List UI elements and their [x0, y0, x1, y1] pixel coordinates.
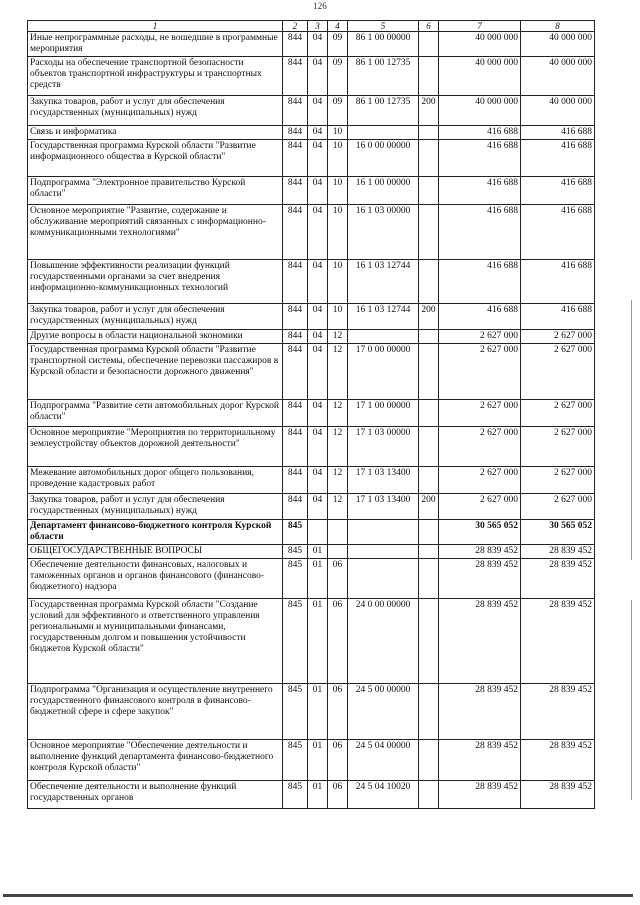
- expense-type-code: [419, 599, 439, 684]
- amount-year-2: 28 839 452: [521, 545, 595, 559]
- expense-type-code: [419, 140, 439, 177]
- ministry-code: 844: [283, 205, 308, 260]
- target-article-code: 17 1 03 13400: [348, 494, 419, 520]
- section-code: 01: [308, 781, 328, 809]
- section-code: 04: [308, 126, 328, 140]
- target-article-code: 24 5 00 00000: [348, 684, 419, 740]
- scan-edge-line: [631, 600, 632, 800]
- amount-year-1: 2 627 000: [439, 330, 521, 344]
- ministry-code: 845: [283, 684, 308, 740]
- expense-type-code: [419, 684, 439, 740]
- amount-year-2: 28 839 452: [521, 684, 595, 740]
- section-code: 04: [308, 494, 328, 520]
- subsection-code: 09: [328, 57, 348, 96]
- table-row: [28, 32, 595, 57]
- amount-year-2: 2 627 000: [521, 427, 595, 467]
- subsection-code: [328, 520, 348, 545]
- amount-year-1: 28 839 452: [439, 684, 521, 740]
- table-row: [28, 559, 595, 599]
- row-name: ОБЩЕГОСУДАРСТВЕННЫЕ ВОПРОСЫ: [28, 545, 283, 559]
- subsection-code: 10: [328, 177, 348, 205]
- amount-year-1: 28 839 452: [439, 781, 521, 809]
- amount-year-2: 28 839 452: [521, 781, 595, 809]
- amount-year-1: 2 627 000: [439, 344, 521, 400]
- expense-type-code: [419, 205, 439, 260]
- header-col-2: 2: [283, 21, 308, 32]
- expense-type-code: [419, 260, 439, 304]
- target-article-code: 17 1 03 00000: [348, 427, 419, 467]
- row-name: Департамент финансово-бюджетного контроля Курской области: [28, 520, 283, 545]
- amount-year-1: 40 000 000: [439, 96, 521, 126]
- amount-year-2: 416 688: [521, 205, 595, 260]
- amount-year-1: 416 688: [439, 126, 521, 140]
- section-code: 01: [308, 599, 328, 684]
- subsection-code: 10: [328, 304, 348, 330]
- row-name: Повышение эффективности реализации функций государственными органами за счет внедрения информационно-коммуникационных технологий: [28, 260, 283, 304]
- table-row: [28, 545, 595, 559]
- amount-year-1: 416 688: [439, 205, 521, 260]
- table-row: [28, 599, 595, 684]
- section-code: [308, 520, 328, 545]
- table-row: [28, 140, 595, 177]
- header-col-6: 6: [419, 21, 439, 32]
- header-col-8: 8: [521, 21, 595, 32]
- expense-type-code: [419, 559, 439, 599]
- ministry-code: 844: [283, 32, 308, 57]
- row-name: Государственная программа Курской области "Создание условий для эффективного и ответственного управления региональными и муниципальными финансами, государственным долгом и повышения устойчивости бюджетов Курской области": [28, 599, 283, 684]
- target-article-code: 17 0 00 00000: [348, 344, 419, 400]
- target-article-code: 24 5 04 00000: [348, 740, 419, 781]
- target-article-code: 16 1 00 00000: [348, 177, 419, 205]
- target-article-code: 16 0 00 00000: [348, 140, 419, 177]
- row-name: Закупка товаров, работ и услуг для обеспечения государственных (муниципальных) нужд: [28, 304, 283, 330]
- section-code: 04: [308, 467, 328, 494]
- expense-type-code: 200: [419, 96, 439, 126]
- row-name: Иные непрограммные расходы, не вошедшие в программные мероприятия: [28, 32, 283, 57]
- target-article-code: 17 1 03 13400: [348, 467, 419, 494]
- target-article-code: 86 1 00 12735: [348, 57, 419, 96]
- ministry-code: 844: [283, 126, 308, 140]
- section-code: 01: [308, 545, 328, 559]
- target-article-code: 16 1 03 00000: [348, 205, 419, 260]
- ministry-code: 844: [283, 344, 308, 400]
- table-header-row: [28, 21, 595, 32]
- row-name: Государственная программа Курской области "Развитие информационного общества в Курской области": [28, 140, 283, 177]
- amount-year-1: 28 839 452: [439, 740, 521, 781]
- ministry-code: 844: [283, 260, 308, 304]
- amount-year-1: 416 688: [439, 140, 521, 177]
- amount-year-2: 416 688: [521, 140, 595, 177]
- amount-year-2: 416 688: [521, 177, 595, 205]
- ministry-code: 845: [283, 559, 308, 599]
- amount-year-2: 416 688: [521, 304, 595, 330]
- amount-year-2: 2 627 000: [521, 467, 595, 494]
- table-row: [28, 684, 595, 740]
- ministry-code: 844: [283, 427, 308, 467]
- header-col-7: 7: [439, 21, 521, 32]
- target-article-code: 86 1 00 00000: [348, 32, 419, 57]
- target-article-code: [348, 330, 419, 344]
- section-code: 04: [308, 32, 328, 57]
- section-code: 04: [308, 177, 328, 205]
- amount-year-2: 28 839 452: [521, 740, 595, 781]
- table-row: [28, 57, 595, 96]
- section-code: 04: [308, 96, 328, 126]
- amount-year-2: 2 627 000: [521, 330, 595, 344]
- ministry-code: 844: [283, 140, 308, 177]
- scan-edge-line: [631, 300, 632, 560]
- row-name: Другие вопросы в области национальной экономики: [28, 330, 283, 344]
- amount-year-2: 2 627 000: [521, 494, 595, 520]
- amount-year-1: 2 627 000: [439, 427, 521, 467]
- row-name: Подпрограмма "Организация и осуществление внутреннего государственного финансового контроля в финансово-бюджетной сфере и сфере закупок": [28, 684, 283, 740]
- target-article-code: 86 1 00 12735: [348, 96, 419, 126]
- amount-year-1: 40 000 000: [439, 32, 521, 57]
- target-article-code: 16 1 03 12744: [348, 260, 419, 304]
- section-code: 01: [308, 740, 328, 781]
- ministry-code: 845: [283, 781, 308, 809]
- table-row: [28, 260, 595, 304]
- subsection-code: 10: [328, 260, 348, 304]
- expense-type-code: [419, 32, 439, 57]
- expense-type-code: [419, 545, 439, 559]
- table-row: [28, 344, 595, 400]
- row-name: Закупка товаров, работ и услуг для обеспечения государственных (муниципальных) нужд: [28, 96, 283, 126]
- expense-type-code: [419, 520, 439, 545]
- amount-year-2: 416 688: [521, 126, 595, 140]
- budget-table: [27, 20, 595, 809]
- subsection-code: 12: [328, 427, 348, 467]
- subsection-code: 06: [328, 559, 348, 599]
- row-name: Связь и информатика: [28, 126, 283, 140]
- table-row: [28, 781, 595, 809]
- row-name: Подпрограмма "Развитие сети автомобильных дорог Курской области": [28, 400, 283, 427]
- row-name: Обеспечение деятельности финансовых, налоговых и таможенных органов и органов финансового (финансово-бюджетного) надзора: [28, 559, 283, 599]
- expense-type-code: [419, 740, 439, 781]
- amount-year-2: 28 839 452: [521, 599, 595, 684]
- target-article-code: [348, 545, 419, 559]
- amount-year-2: 28 839 452: [521, 559, 595, 599]
- expense-type-code: [419, 400, 439, 427]
- section-code: 04: [308, 205, 328, 260]
- section-code: 04: [308, 330, 328, 344]
- subsection-code: 12: [328, 467, 348, 494]
- amount-year-1: 2 627 000: [439, 494, 521, 520]
- target-article-code: 17 1 00 00000: [348, 400, 419, 427]
- subsection-code: 12: [328, 400, 348, 427]
- table-row: [28, 740, 595, 781]
- subsection-code: 10: [328, 205, 348, 260]
- expense-type-code: [419, 57, 439, 96]
- section-code: 04: [308, 140, 328, 177]
- scan-bottom-edge: [3, 894, 633, 897]
- expense-type-code: [419, 177, 439, 205]
- section-code: 04: [308, 427, 328, 467]
- amount-year-1: 40 000 000: [439, 57, 521, 96]
- section-code: 04: [308, 344, 328, 400]
- row-name: Основное мероприятие "Развитие, содержание и обслуживание мероприятий связанных с информационно-коммуникационными технологиями": [28, 205, 283, 260]
- table-row: [28, 520, 595, 545]
- ministry-code: 845: [283, 545, 308, 559]
- expense-type-code: [419, 467, 439, 494]
- row-name: Государственная программа Курской области "Развитие транспортной системы, обеспечение перевозки пассажиров в Курской области и безопасности дорожного движения": [28, 344, 283, 400]
- amount-year-2: 416 688: [521, 260, 595, 304]
- section-code: 04: [308, 57, 328, 96]
- row-name: Основное мероприятие "Мероприятия по территориальному землеустройству объектов дорожной деятельности": [28, 427, 283, 467]
- subsection-code: 06: [328, 684, 348, 740]
- amount-year-2: 40 000 000: [521, 32, 595, 57]
- header-col-4: 4: [328, 21, 348, 32]
- amount-year-1: 416 688: [439, 304, 521, 330]
- row-name: Закупка товаров, работ и услуг для обеспечения государственных (муниципальных) нужд: [28, 494, 283, 520]
- row-name: Подпрограмма "Электронное правительство Курской области": [28, 177, 283, 205]
- ministry-code: 845: [283, 520, 308, 545]
- section-code: 04: [308, 260, 328, 304]
- subsection-code: 09: [328, 32, 348, 57]
- ministry-code: 844: [283, 57, 308, 96]
- subsection-code: 06: [328, 740, 348, 781]
- amount-year-1: 416 688: [439, 260, 521, 304]
- ministry-code: 844: [283, 494, 308, 520]
- expense-type-code: [419, 330, 439, 344]
- page-number: 126: [313, 1, 327, 11]
- ministry-code: 844: [283, 177, 308, 205]
- amount-year-2: 40 000 000: [521, 96, 595, 126]
- header-col-5: 5: [348, 21, 419, 32]
- target-article-code: [348, 559, 419, 599]
- table-row: [28, 427, 595, 467]
- table-row: [28, 400, 595, 427]
- amount-year-1: 28 839 452: [439, 559, 521, 599]
- ministry-code: 845: [283, 740, 308, 781]
- ministry-code: 845: [283, 599, 308, 684]
- section-code: 01: [308, 559, 328, 599]
- row-name: Расходы на обеспечение транспортной безопасности объектов транспортной инфраструктуры и транспортных средств: [28, 57, 283, 96]
- amount-year-1: 2 627 000: [439, 467, 521, 494]
- subsection-code: 10: [328, 126, 348, 140]
- expense-type-code: 200: [419, 304, 439, 330]
- amount-year-1: 28 839 452: [439, 599, 521, 684]
- ministry-code: 844: [283, 400, 308, 427]
- subsection-code: 06: [328, 599, 348, 684]
- target-article-code: [348, 520, 419, 545]
- target-article-code: 24 5 04 10020: [348, 781, 419, 809]
- expense-type-code: [419, 427, 439, 467]
- row-name: Основное мероприятие "Обеспечение деятельности и выполнение функций департамента финансово-бюджетного контроля Курской области": [28, 740, 283, 781]
- ministry-code: 844: [283, 330, 308, 344]
- section-code: 04: [308, 304, 328, 330]
- subsection-code: 06: [328, 781, 348, 809]
- amount-year-2: 40 000 000: [521, 57, 595, 96]
- amount-year-1: 30 565 052: [439, 520, 521, 545]
- table-row: [28, 177, 595, 205]
- table-row: [28, 494, 595, 520]
- amount-year-2: 2 627 000: [521, 400, 595, 427]
- table-row: [28, 467, 595, 494]
- amount-year-2: 30 565 052: [521, 520, 595, 545]
- amount-year-2: 2 627 000: [521, 344, 595, 400]
- ministry-code: 844: [283, 96, 308, 126]
- expense-type-code: [419, 344, 439, 400]
- table-row: [28, 330, 595, 344]
- expense-type-code: [419, 781, 439, 809]
- expense-type-code: [419, 126, 439, 140]
- subsection-code: [328, 545, 348, 559]
- subsection-code: 12: [328, 344, 348, 400]
- expense-type-code: 200: [419, 494, 439, 520]
- subsection-code: 12: [328, 330, 348, 344]
- amount-year-1: 2 627 000: [439, 400, 521, 427]
- subsection-code: 10: [328, 140, 348, 177]
- row-name: Обеспечение деятельности и выполнение функций государственных органов: [28, 781, 283, 809]
- target-article-code: 16 1 03 12744: [348, 304, 419, 330]
- header-col-1: 1: [28, 21, 283, 32]
- header-col-3: 3: [308, 21, 328, 32]
- amount-year-1: 28 839 452: [439, 545, 521, 559]
- ministry-code: 844: [283, 467, 308, 494]
- amount-year-1: 416 688: [439, 177, 521, 205]
- section-code: 01: [308, 684, 328, 740]
- table-row: [28, 96, 595, 126]
- target-article-code: [348, 126, 419, 140]
- target-article-code: 24 0 00 00000: [348, 599, 419, 684]
- subsection-code: 09: [328, 96, 348, 126]
- row-name: Межевание автомобильных дорог общего пользования, проведение кадастровых работ: [28, 467, 283, 494]
- table-row: [28, 205, 595, 260]
- table-row: [28, 304, 595, 330]
- section-code: 04: [308, 400, 328, 427]
- ministry-code: 844: [283, 304, 308, 330]
- subsection-code: 12: [328, 494, 348, 520]
- table-row: [28, 126, 595, 140]
